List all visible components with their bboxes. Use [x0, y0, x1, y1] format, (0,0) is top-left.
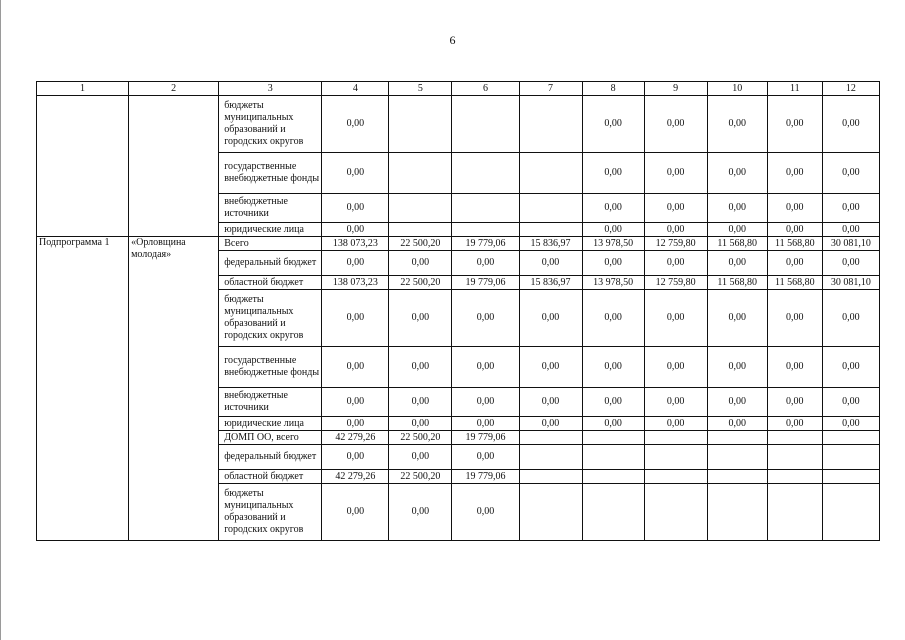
amount-cell: 0,00 — [322, 484, 389, 541]
table-body — [37, 82, 880, 541]
amount-cell — [707, 445, 767, 470]
amount-cell — [582, 431, 644, 445]
column-number: 2 — [129, 82, 219, 96]
subprogram-code: Подпрограмма 1 — [37, 237, 129, 541]
amount-cell — [822, 431, 879, 445]
amount-cell: 13 978,50 — [582, 276, 644, 290]
amount-cell — [519, 96, 582, 153]
funding-source-label: федеральный бюджет — [219, 251, 322, 276]
amount-cell: 0,00 — [822, 96, 879, 153]
amount-cell: 0,00 — [582, 153, 644, 194]
amount-cell — [707, 431, 767, 445]
amount-cell: 0,00 — [322, 96, 389, 153]
column-number: 10 — [707, 82, 767, 96]
amount-cell: 0,00 — [644, 251, 707, 276]
amount-cell: 0,00 — [389, 445, 452, 470]
amount-cell: 0,00 — [322, 388, 389, 417]
amount-cell: 0,00 — [582, 96, 644, 153]
amount-cell: 0,00 — [707, 153, 767, 194]
funding-source-label: государственные внебюджетные фонды — [219, 153, 322, 194]
amount-cell: 0,00 — [582, 194, 644, 223]
amount-cell — [767, 484, 822, 541]
amount-cell: 0,00 — [519, 388, 582, 417]
amount-cell: 138 073,23 — [322, 276, 389, 290]
amount-cell: 19 779,06 — [452, 470, 519, 484]
amount-cell: 0,00 — [582, 251, 644, 276]
amount-cell: 0,00 — [767, 251, 822, 276]
amount-cell — [389, 153, 452, 194]
amount-cell: 0,00 — [452, 251, 519, 276]
amount-cell: 42 279,26 — [322, 470, 389, 484]
amount-cell: 19 779,06 — [452, 237, 519, 251]
amount-cell — [767, 470, 822, 484]
amount-cell — [389, 223, 452, 237]
amount-cell — [452, 223, 519, 237]
amount-cell: 0,00 — [582, 388, 644, 417]
amount-cell: 0,00 — [767, 417, 822, 431]
amount-cell: 0,00 — [822, 194, 879, 223]
amount-cell: 0,00 — [452, 445, 519, 470]
column-number: 4 — [322, 82, 389, 96]
amount-cell: 0,00 — [767, 96, 822, 153]
funding-source-label: бюджеты муниципальных образований и городских округов — [219, 484, 322, 541]
amount-cell — [389, 96, 452, 153]
amount-cell — [644, 470, 707, 484]
amount-cell: 0,00 — [767, 223, 822, 237]
amount-cell — [822, 484, 879, 541]
amount-cell: 0,00 — [582, 417, 644, 431]
table-row — [37, 237, 880, 251]
amount-cell: 22 500,20 — [389, 276, 452, 290]
amount-cell: 0,00 — [767, 194, 822, 223]
amount-cell: 0,00 — [389, 290, 452, 347]
page-number: 6 — [449, 33, 456, 47]
amount-cell: 0,00 — [767, 290, 822, 347]
amount-cell: 0,00 — [389, 251, 452, 276]
amount-cell: 11 568,80 — [767, 237, 822, 251]
amount-cell: 0,00 — [582, 223, 644, 237]
amount-cell: 12 759,80 — [644, 276, 707, 290]
amount-cell — [822, 445, 879, 470]
funding-source-label: областной бюджет — [219, 276, 322, 290]
amount-cell: 0,00 — [519, 251, 582, 276]
amount-cell: 0,00 — [644, 223, 707, 237]
amount-cell — [644, 484, 707, 541]
amount-cell: 0,00 — [822, 290, 879, 347]
column-number-row — [37, 82, 880, 96]
funding-source-label: федеральный бюджет — [219, 445, 322, 470]
amount-cell: 0,00 — [707, 290, 767, 347]
amount-cell — [582, 470, 644, 484]
column-number: 6 — [452, 82, 519, 96]
funding-source-label: Всего — [219, 237, 322, 251]
column-number: 11 — [767, 82, 822, 96]
amount-cell: 0,00 — [644, 417, 707, 431]
amount-cell: 0,00 — [644, 153, 707, 194]
amount-cell: 0,00 — [322, 417, 389, 431]
funding-source-label: юридические лица — [219, 417, 322, 431]
funding-source-label: областной бюджет — [219, 470, 322, 484]
amount-cell: 0,00 — [707, 223, 767, 237]
amount-cell: 0,00 — [707, 251, 767, 276]
amount-cell: 22 500,20 — [389, 431, 452, 445]
amount-cell — [707, 470, 767, 484]
amount-cell — [519, 431, 582, 445]
funding-source-label: бюджеты муниципальных образований и городских округов — [219, 96, 322, 153]
amount-cell: 0,00 — [519, 290, 582, 347]
column-number: 7 — [519, 82, 582, 96]
amount-cell: 11 568,80 — [707, 237, 767, 251]
amount-cell: 0,00 — [322, 445, 389, 470]
amount-cell: 0,00 — [519, 417, 582, 431]
amount-cell: 19 779,06 — [452, 431, 519, 445]
amount-cell: 0,00 — [822, 153, 879, 194]
amount-cell: 0,00 — [322, 347, 389, 388]
funding-source-label: юридические лица — [219, 223, 322, 237]
amount-cell — [707, 484, 767, 541]
column-number: 3 — [219, 82, 322, 96]
amount-cell — [519, 484, 582, 541]
amount-cell: 0,00 — [767, 153, 822, 194]
amount-cell: 0,00 — [452, 290, 519, 347]
program-name-cell — [129, 96, 219, 237]
amount-cell: 0,00 — [389, 417, 452, 431]
amount-cell: 0,00 — [767, 388, 822, 417]
amount-cell — [644, 431, 707, 445]
column-number: 12 — [822, 82, 879, 96]
amount-cell: 42 279,26 — [322, 431, 389, 445]
amount-cell — [582, 484, 644, 541]
column-number: 1 — [37, 82, 129, 96]
amount-cell: 0,00 — [452, 388, 519, 417]
page-left-edge — [0, 0, 1, 640]
amount-cell: 0,00 — [822, 251, 879, 276]
amount-cell: 12 759,80 — [644, 237, 707, 251]
amount-cell: 0,00 — [322, 290, 389, 347]
amount-cell: 0,00 — [452, 417, 519, 431]
amount-cell: 19 779,06 — [452, 276, 519, 290]
amount-cell — [389, 194, 452, 223]
amount-cell: 30 081,10 — [822, 237, 879, 251]
amount-cell — [767, 445, 822, 470]
amount-cell: 11 568,80 — [707, 276, 767, 290]
amount-cell — [452, 194, 519, 223]
amount-cell — [452, 153, 519, 194]
amount-cell: 15 836,97 — [519, 237, 582, 251]
amount-cell: 0,00 — [322, 153, 389, 194]
amount-cell — [519, 470, 582, 484]
amount-cell: 0,00 — [389, 388, 452, 417]
amount-cell: 0,00 — [644, 347, 707, 388]
amount-cell: 138 073,23 — [322, 237, 389, 251]
funding-source-label: внебюджетные источники — [219, 388, 322, 417]
amount-cell: 0,00 — [389, 484, 452, 541]
amount-cell: 0,00 — [767, 347, 822, 388]
amount-cell — [519, 445, 582, 470]
amount-cell: 0,00 — [707, 347, 767, 388]
amount-cell: 0,00 — [707, 388, 767, 417]
amount-cell: 0,00 — [644, 290, 707, 347]
amount-cell: 0,00 — [644, 194, 707, 223]
funding-source-label: бюджеты муниципальных образований и городских округов — [219, 290, 322, 347]
amount-cell: 15 836,97 — [519, 276, 582, 290]
amount-cell: 0,00 — [707, 96, 767, 153]
subprogram-name: «Орловщина молодая» — [129, 237, 219, 541]
amount-cell: 0,00 — [322, 223, 389, 237]
amount-cell: 0,00 — [822, 223, 879, 237]
amount-cell: 11 568,80 — [767, 276, 822, 290]
amount-cell: 0,00 — [582, 290, 644, 347]
amount-cell: 0,00 — [452, 484, 519, 541]
amount-cell: 13 978,50 — [582, 237, 644, 251]
funding-source-label: внебюджетные источники — [219, 194, 322, 223]
amount-cell — [452, 96, 519, 153]
column-number: 9 — [644, 82, 707, 96]
column-number: 8 — [582, 82, 644, 96]
amount-cell: 0,00 — [822, 417, 879, 431]
amount-cell — [822, 470, 879, 484]
amount-cell: 0,00 — [644, 388, 707, 417]
amount-cell: 30 081,10 — [822, 276, 879, 290]
table-row — [37, 96, 880, 153]
amount-cell: 0,00 — [322, 194, 389, 223]
amount-cell: 22 500,20 — [389, 470, 452, 484]
column-number: 5 — [389, 82, 452, 96]
amount-cell: 0,00 — [822, 347, 879, 388]
amount-cell — [519, 194, 582, 223]
amount-cell: 0,00 — [452, 347, 519, 388]
amount-cell — [767, 431, 822, 445]
funding-source-label: государственные внебюджетные фонды — [219, 347, 322, 388]
budget-table — [36, 81, 880, 541]
amount-cell — [582, 445, 644, 470]
funding-source-label: ДОМП ОО, всего — [219, 431, 322, 445]
amount-cell: 0,00 — [519, 347, 582, 388]
amount-cell — [519, 153, 582, 194]
amount-cell — [644, 445, 707, 470]
amount-cell: 0,00 — [389, 347, 452, 388]
amount-cell: 0,00 — [822, 388, 879, 417]
amount-cell — [519, 223, 582, 237]
amount-cell: 22 500,20 — [389, 237, 452, 251]
amount-cell: 0,00 — [644, 96, 707, 153]
amount-cell: 0,00 — [707, 417, 767, 431]
amount-cell: 0,00 — [582, 347, 644, 388]
amount-cell: 0,00 — [707, 194, 767, 223]
amount-cell: 0,00 — [322, 251, 389, 276]
program-code-cell — [37, 96, 129, 237]
